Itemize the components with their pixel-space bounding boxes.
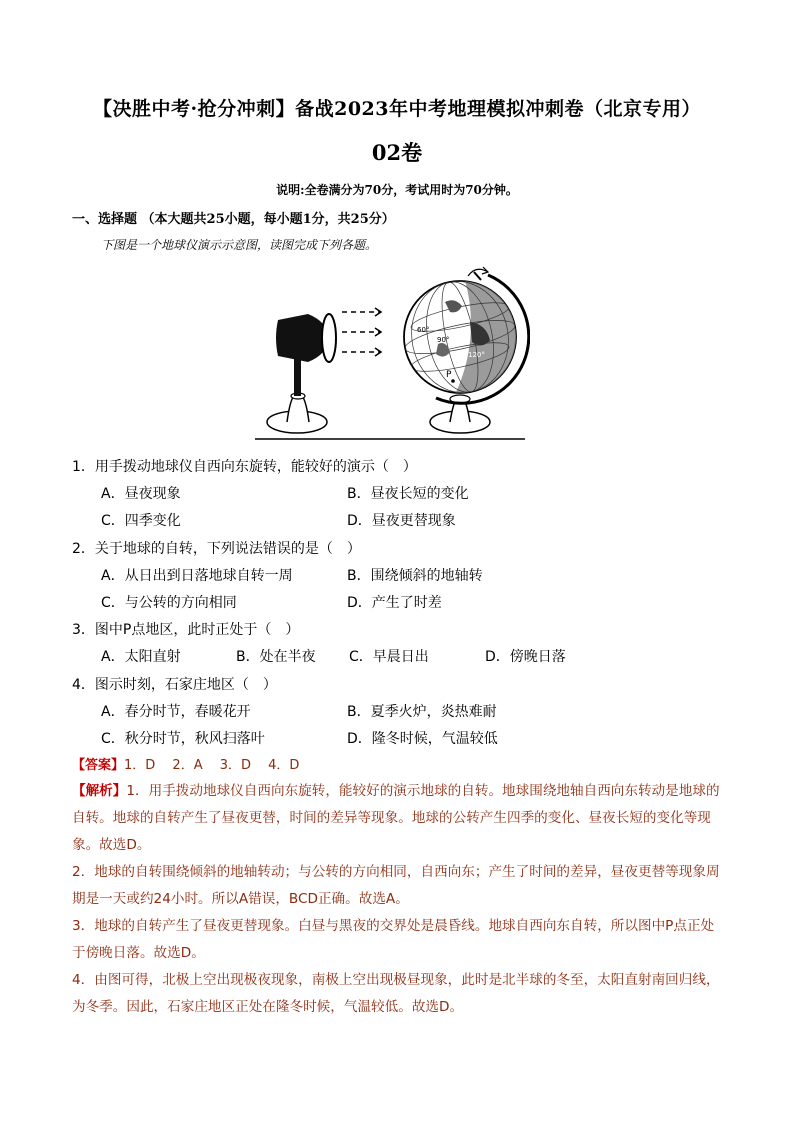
page-title: 【决胜中考·抢分冲刺】备战2023年中考地理模拟冲刺卷（北京专用） [93,98,701,120]
globe-fan-figure [250,262,530,447]
explanation-paragraph-3: 3．地球的自转产生了昼夜更替现象。白昼与黑夜的交界处是晨昏线。地球自西向东自转，所以图中P点正处于傍晚日落。故选D。 [72,918,715,961]
question-4-option-c: C．秋分时节，秋风扫落叶 [101,731,265,747]
question-4-option-d: D．隆冬时候，气温较低 [347,731,498,747]
fan-base-neck [287,396,309,422]
question-4-stem: 4．图示时刻，石家庄地区（ ） [72,677,277,693]
airflow-arrows [342,312,380,352]
fan-head [276,314,328,362]
question-1-stem: 1．用手拨动地球仪自西向东旋转，能较好的演示（ ） [72,459,417,475]
section-heading: 一、选择题 （本大题共25小题，每小题1分，共25分） [72,212,395,227]
explanation-paragraph-2: 2．地球的自转围绕倾斜的地轴转动；与公转的方向相同，自西向东；产生了时间的差异，昼夜更替等现象周期是一天或约24小时。所以A错误，BCD正确。故选A。 [72,864,720,907]
explanation-label: 【解析】 [72,783,127,799]
question-3-stem: 3．图中P点地区，此时正处于（ ） [72,622,300,638]
lon-120-label: 120° [468,351,485,359]
paper-number: 02卷 [371,140,423,165]
question-1-option-a: A．昼夜现象 [101,486,181,502]
explanation-paragraph-4: 4．由图可得，北极上空出现极夜现象，南极上空出现极昼现象，此时是北半球的冬至，太阳直射南回归线，为冬季。因此，石家庄地区正处在隆冬时候，气温较低。故选D。 [72,972,720,1015]
exam-note: 说明:全卷满分为70分，考试用时为70分钟。 [276,183,518,197]
lat-60-label: 60° [417,326,430,334]
answer-text: 1．D 2．A 3．D 4．D [124,758,300,773]
question-1-option-d: D．昼夜更替现象 [347,513,456,529]
question-2-stem: 2．关于地球的自转，下列说法错误的是（ ） [72,541,361,557]
explanation-paragraph-1 [72,778,724,859]
question-1-option-b: B．昼夜长短的变化 [347,486,469,502]
question-3-option-a: A．太阳直射 [101,649,181,665]
question-2-option-a: A．从日出到日落地球自转一周 [101,568,293,584]
question-2-option-b: B．围绕倾斜的地轴转 [347,568,483,584]
lon-90-label: 90° [437,336,450,344]
question-4-option-a: A．春分时节，春暖花开 [101,704,251,720]
question-2-option-d: D．产生了时差 [347,595,442,611]
question-3-option-d: D．傍晚日落 [485,649,566,665]
question-3-option-b: B．处在半夜 [236,649,316,665]
answer-label: 【答案】 [72,758,125,773]
question-1-option-c: C．四季变化 [101,513,181,529]
question-2-option-c: C．与公转的方向相同 [101,595,237,611]
answer-row [72,754,299,773]
question-3-option-c: C．早晨日出 [349,649,429,665]
point-p-label: P [446,370,452,380]
figure-intro: 下图是一个地球仪演示示意图，读图完成下列各题。 [101,238,378,252]
explanation-text-1: 1．用手拨动地球仪自西向东旋转，能较好的演示地球的自转。地球围绕地轴自西向东转动是地球的自转。地球的自转产生了昼夜更替，时间的差异等现象。地球的公转产生四季的变化、昼夜长短的变化等现象。故选D。 [72,783,720,853]
question-4-option-b: B．夏季火炉，炎热难耐 [347,704,497,720]
